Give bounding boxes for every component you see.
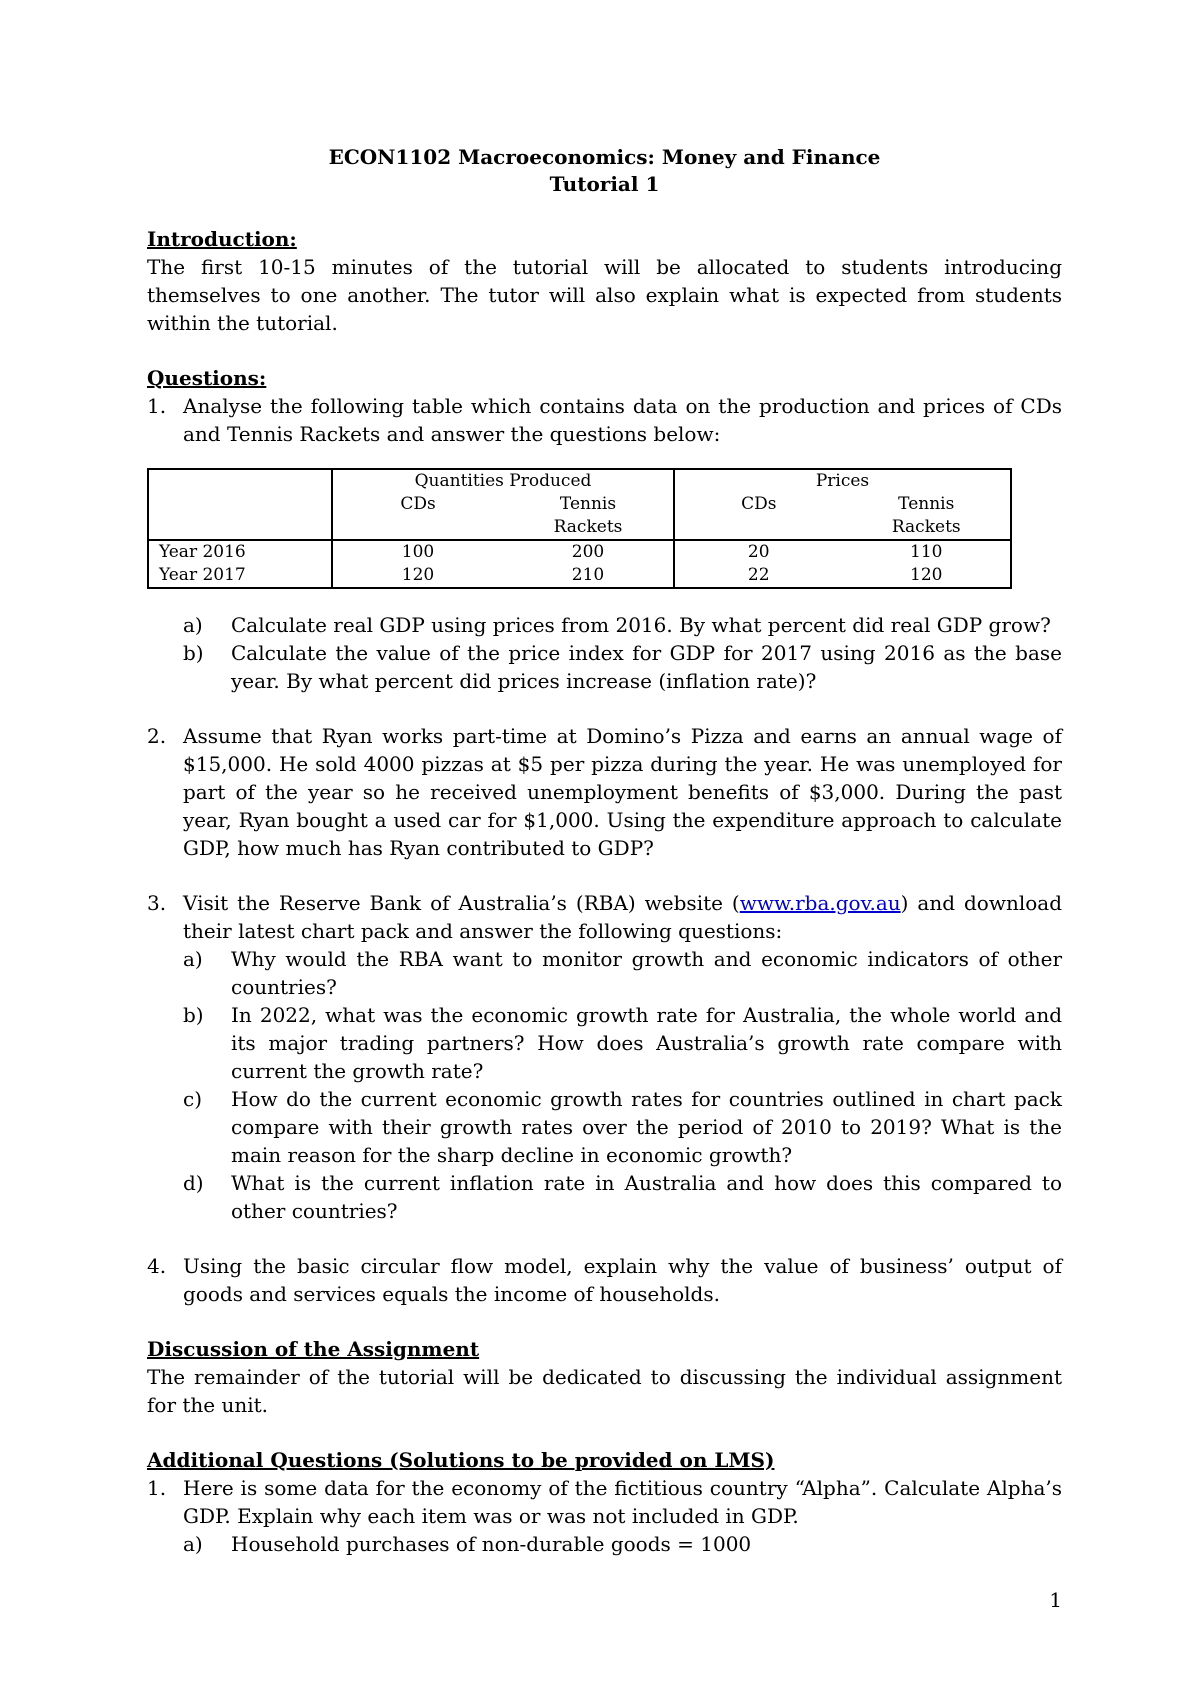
sub-question-text: Calculate real GDP using prices from 2016. By what percent did real GDP grow? [231,613,1051,637]
cell-quantity-cds: 120 [401,565,435,585]
question-number: 2. [147,724,167,748]
cell-quantity-cds: 100 [401,542,435,562]
question-4 [147,1252,1062,1308]
question-number: 1. [147,1476,167,1500]
sub-question-label: a) [183,947,203,971]
question-2 [147,722,1062,862]
col-header-cds: CDs [741,494,777,514]
sub-question-label: b) [183,641,204,665]
sub-question [183,1085,1062,1169]
sub-question [183,1169,1062,1225]
cell-price-tennis: 120 [910,565,943,585]
question-text: Here is some data for the economy of the fictitious country “Alpha”. Calculate Alpha’s GDP. Explain why each item was or was not included in GDP. [183,1476,1062,1528]
questions-heading: Questions: [147,366,267,390]
document-page [147,144,1062,1558]
question-number: 4. [147,1254,167,1278]
cell-price-cds: 22 [747,565,770,585]
question-3 [147,889,1062,945]
sub-question-label: c) [183,1087,203,1111]
sub-question [183,639,1062,695]
additional-heading: Additional Questions (Solutions to be provided on LMS) [147,1448,775,1472]
document-subtitle: Tutorial 1 [549,172,660,196]
sub-question-text: Why would the RBA want to monitor growth and economic indicators of other countries? [231,947,1062,999]
table-header-row [148,469,1011,540]
group-title-prices: Prices [815,471,870,491]
col-header-tennis: Tennis Rackets [553,494,623,537]
discussion-text: The remainder of the tutorial will be dedicated to discussing the individual assignment for the unit. [147,1365,1062,1417]
intro-heading: Introduction: [147,227,297,251]
sub-question-text: Calculate the value of the price index for GDP for 2017 using 2016 as the base year. By what percent did prices increase (inflation rate)? [231,641,1062,693]
row-label: Year 2016 [148,540,332,564]
sub-question-text: How do the current economic growth rates for countries outlined in chart pack compare with their growth rates over the period of 2010 to 2019? What is the main reason for the sharp decline in economic growth? [231,1087,1062,1167]
table-row [148,564,1011,588]
sub-question-text: In 2022, what was the economic growth rate for Australia, the whole world and its major trading partners? How does Australia’s growth rate compare with current the growth rate? [231,1003,1062,1083]
col-header-tennis: Tennis Rackets [891,494,961,537]
sub-question-label: a) [183,1532,203,1556]
sub-question-text: Household purchases of non-durable goods = 1000 [231,1532,752,1556]
question-number: 1. [147,394,167,418]
sub-question-label: d) [183,1171,204,1195]
sub-question-label: a) [183,613,203,637]
table-corner-cell [148,469,332,540]
intro-text: The first 10-15 minutes of the tutorial will be allocated to students introducing themselves to one another. The tutor will also explain what is expected from students within the tutorial. [147,255,1062,335]
question-text: Visit the Reserve Bank of Australia’s (RBA) website (www.rba.gov.au) and download their latest chart pack and answer the following questions: [183,891,1062,943]
group-title-quantities: Quantities Produced [414,471,592,491]
table-row [148,540,1011,564]
sub-question [183,945,1062,1001]
sub-question [183,1530,1062,1558]
cell-price-tennis: 110 [910,542,943,562]
rba-website-link[interactable]: www.rba.gov.au [739,891,901,915]
question-text: Using the basic circular flow model, explain why the value of business’ output of goods and services equals the income of households. [183,1254,1062,1306]
cell-quantity-tennis: 210 [571,565,605,585]
table-header-prices [674,469,1011,540]
additional-question-1 [147,1474,1062,1530]
question-text: Assume that Ryan works part-time at Domino’s Pizza and earns an annual wage of $15,000. He sold 4000 pizzas at $5 per pizza during the year. He was unemployed for part of the year so he received unemployment benefits of $3,000. During the past year, Ryan bought a used car for $1,000. Using the expenditure approach to calculate GDP, how much has Ryan contributed to GDP? [183,724,1062,860]
cell-price-cds: 20 [747,542,770,562]
table-header-quantities [332,469,674,540]
question-text: Analyse the following table which contains data on the production and prices of CDs and Tennis Rackets and answer the questions below: [183,394,1062,446]
discussion-heading: Discussion of the Assignment [147,1337,480,1361]
row-label: Year 2017 [148,564,332,588]
sub-question-label: b) [183,1003,204,1027]
sub-question-text: What is the current inflation rate in Australia and how does this compared to other countries? [231,1171,1062,1223]
col-header-cds: CDs [400,494,436,514]
sub-question [183,611,1062,639]
cell-quantity-tennis: 200 [571,542,605,562]
sub-question [183,1001,1062,1085]
data-table [147,468,1012,589]
document-title: ECON1102 Macroeconomics: Money and Finance [328,145,881,169]
question-1 [147,392,1062,448]
page-number: 1 [1049,1588,1062,1612]
question-number: 3. [147,891,167,915]
